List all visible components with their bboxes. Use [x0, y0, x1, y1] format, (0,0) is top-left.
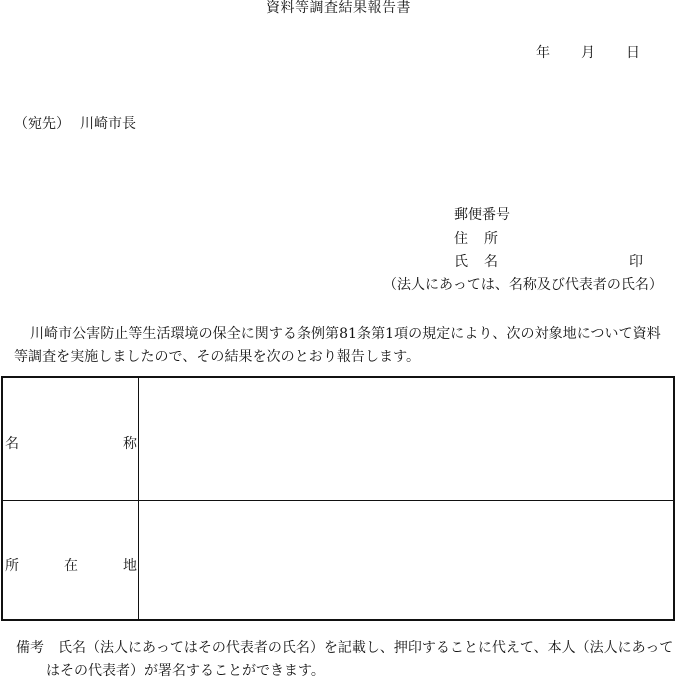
recipient-line	[14, 117, 136, 131]
name-label-char2: 名	[484, 254, 498, 270]
remarks-lead: 備考	[16, 640, 44, 656]
location-field-label: 所 在 地	[5, 558, 137, 574]
address-label-char1: 住	[454, 230, 468, 247]
date-day-label: 日	[626, 45, 640, 61]
recipient-name: 川崎市長	[80, 116, 136, 132]
remarks-line-2: はその代表者）が署名することができます。	[46, 663, 325, 679]
date-line	[536, 46, 640, 60]
document-title: 資料等調査結果報告書	[266, 0, 411, 16]
sender-block	[454, 207, 643, 279]
postal-row	[454, 208, 514, 232]
table-column-divider	[138, 378, 139, 619]
name-row	[454, 254, 643, 279]
remarks-line-1: 氏名（法人にあってはその代表者の氏名）を記載し、押印することに代えて、本人（法人にあって	[58, 640, 674, 656]
postal-label: 郵便番号	[454, 207, 510, 223]
date-month-label: 月	[581, 45, 595, 61]
recipient-label: （宛先）	[14, 116, 70, 132]
corporate-note: （法人にあっては、名称及び代表者の氏名）	[383, 277, 663, 293]
date-year-label: 年	[536, 45, 550, 61]
address-row	[454, 232, 514, 256]
remarks-block	[16, 637, 673, 683]
target-site-table	[1, 376, 675, 621]
body-paragraph: 川崎市公害防止等生活環境の保全に関する条例第81条第1項の規定により、次の対象地について資料等調査を実施しましたので、その結果を次のとおり報告します。	[14, 326, 661, 365]
name-label-char1: 氏	[454, 254, 468, 270]
name-field-label: 名 称	[5, 436, 137, 452]
seal-mark: 印	[629, 254, 643, 270]
address-label-char2: 所	[484, 230, 498, 247]
